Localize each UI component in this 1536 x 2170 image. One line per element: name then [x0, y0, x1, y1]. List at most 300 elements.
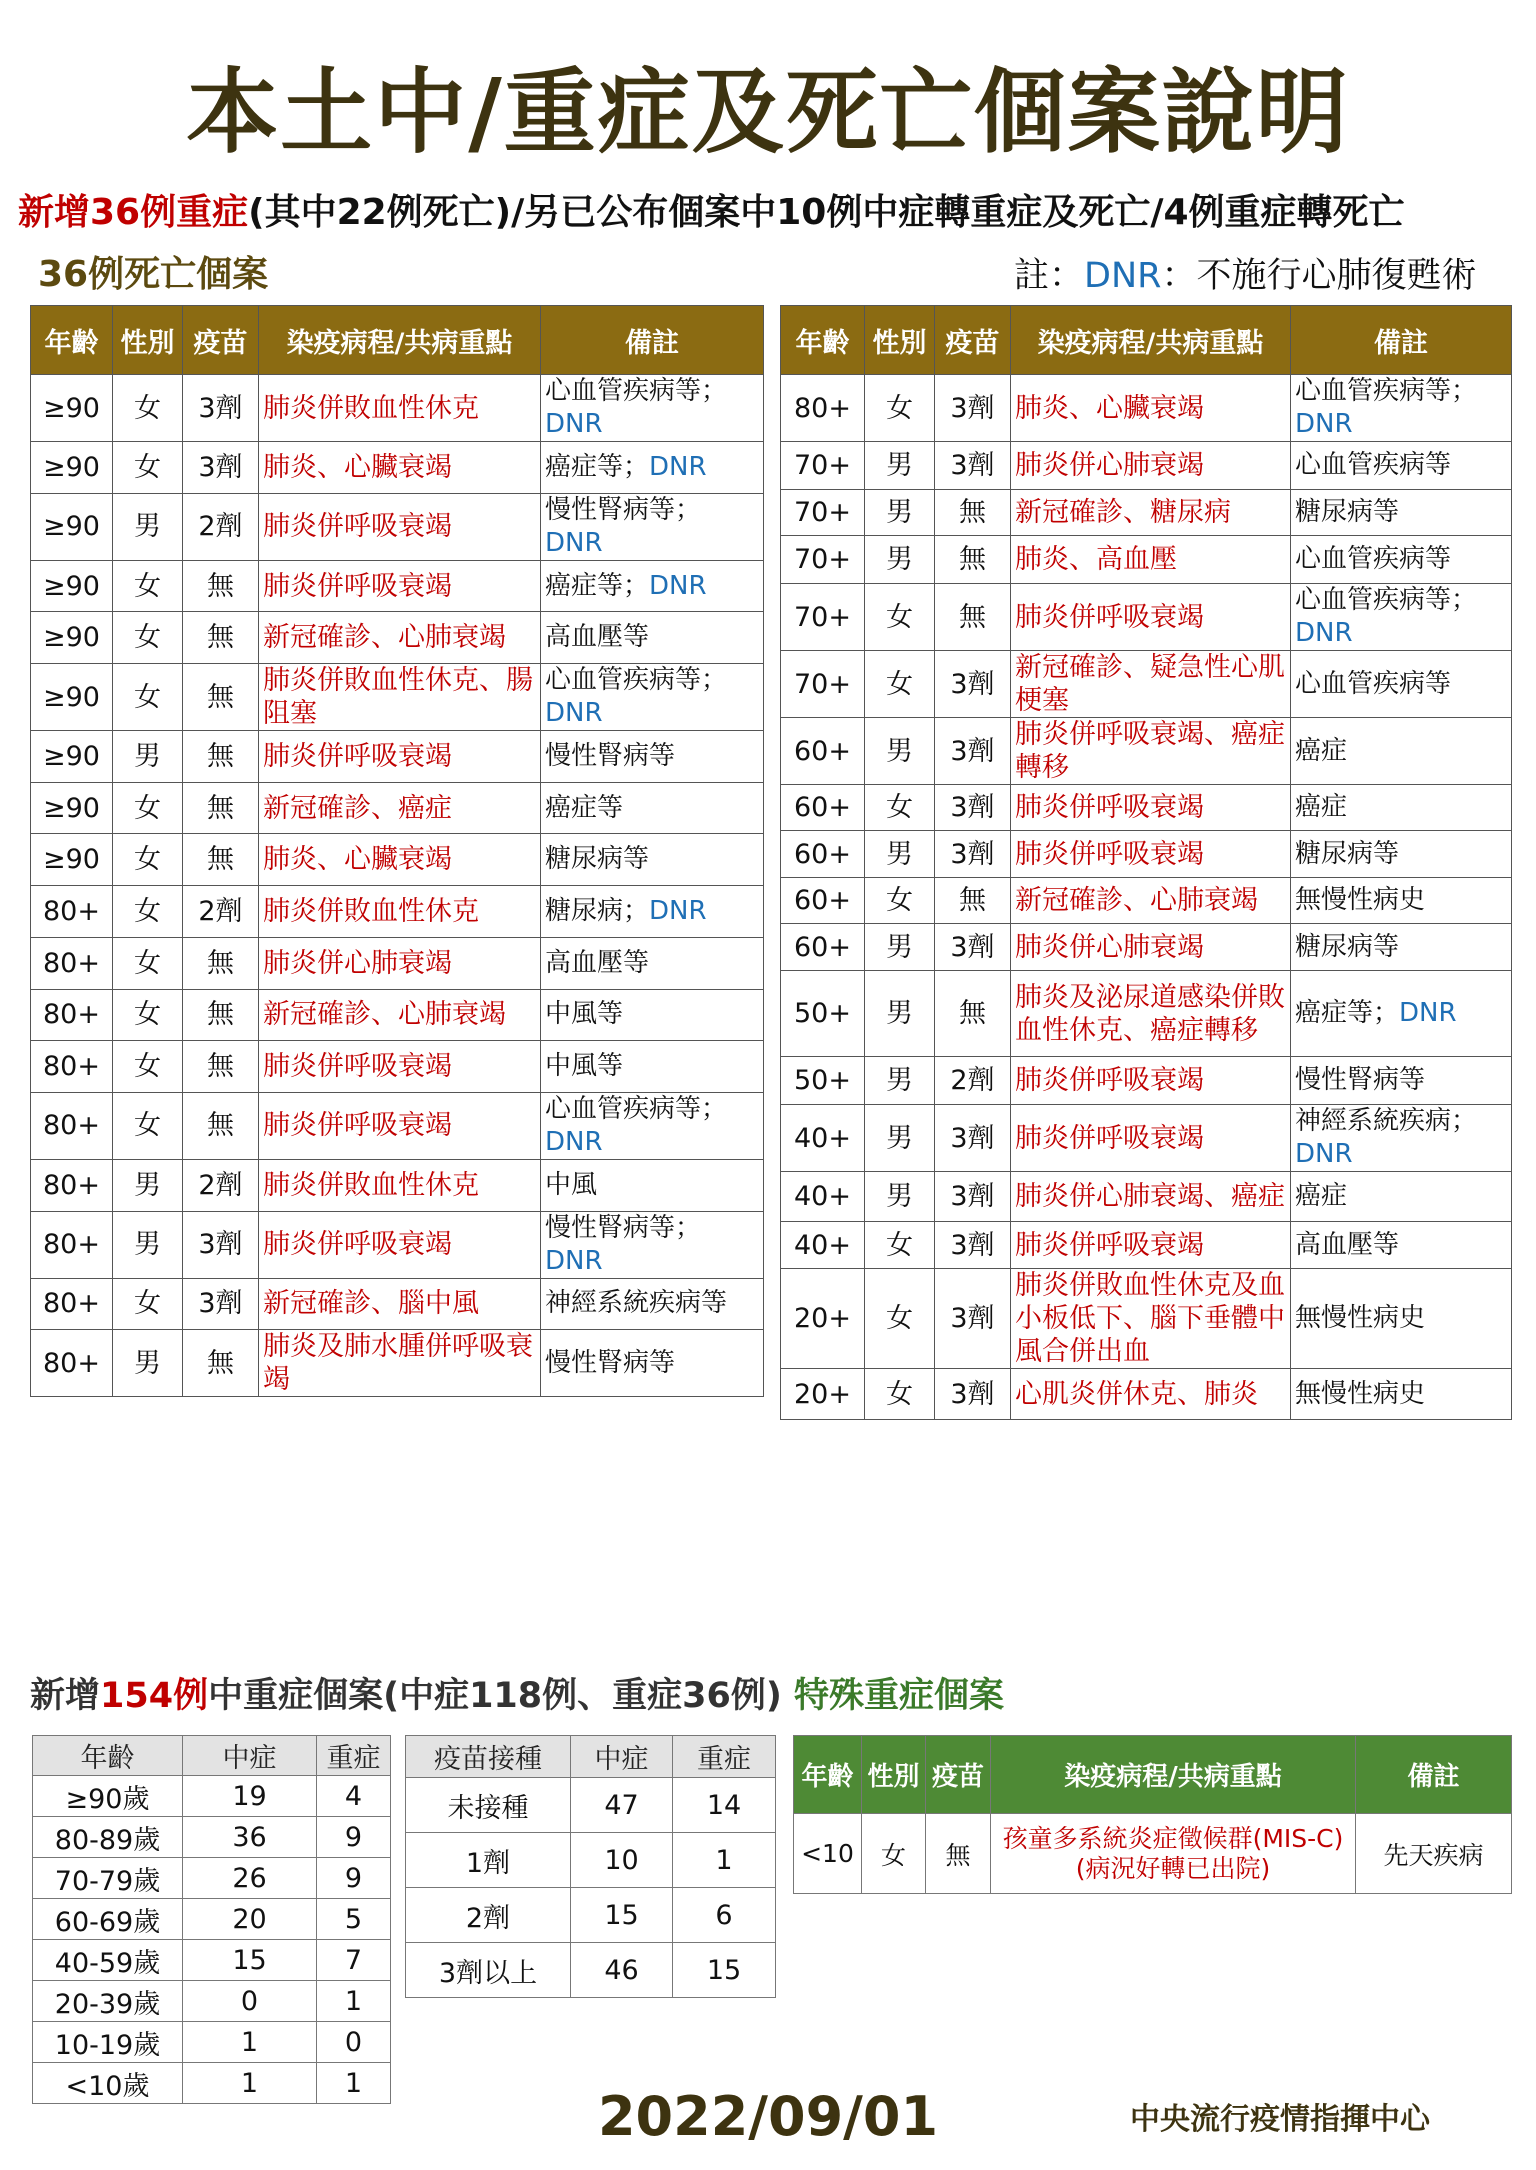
table-row — [33, 1940, 391, 1981]
case-vaccine: 3劑 — [935, 651, 1011, 718]
case-sex: 女 — [113, 375, 183, 442]
vaccine-table-cell: 15 — [571, 1888, 673, 1943]
table-row — [31, 937, 764, 989]
dnr-tag: DNR — [1295, 409, 1353, 439]
table-row — [31, 731, 764, 783]
table-row — [31, 442, 764, 494]
case-remark — [1291, 785, 1512, 831]
case-remark — [541, 782, 764, 834]
vaccine-table-cell: 1 — [673, 1833, 776, 1888]
case-remark-text: 癌症等； — [1295, 998, 1400, 1028]
case-sex: 女 — [113, 937, 183, 989]
case-remark-text: 癌症等； — [545, 451, 650, 482]
header-process: 染疫病程/共病重點 — [1011, 306, 1291, 375]
case-remark-text: 慢性腎病等 — [545, 1347, 676, 1378]
dnr-tag: DNR — [649, 895, 707, 926]
case-age: ≥90 — [31, 442, 113, 494]
case-sex: 女 — [113, 664, 183, 731]
case-age: 40+ — [781, 1222, 865, 1269]
age-table-cell: 36 — [183, 1817, 317, 1858]
case-remark-text: 心血管疾病等 — [1295, 450, 1452, 480]
case-remark — [541, 442, 764, 494]
death-cases-right-body — [781, 375, 1512, 1420]
case-remark — [1291, 375, 1512, 442]
case-remark — [541, 1211, 764, 1278]
vaccine-table-body — [406, 1778, 776, 1998]
case-remark — [541, 375, 764, 442]
age-table-cell: 20-39歲 — [33, 1981, 183, 2022]
case-sex: 女 — [865, 785, 935, 831]
case-remark-text: 慢性腎病等； — [545, 494, 702, 525]
age-table-cell: 7 — [317, 1940, 391, 1981]
case-age: 70+ — [781, 584, 865, 651]
case-sex: 女 — [113, 442, 183, 494]
case-remark — [1291, 971, 1512, 1057]
case-process: 肺炎及肺水腫併呼吸衰竭 — [259, 1330, 541, 1397]
case-age: 80+ — [31, 1278, 113, 1330]
case-vaccine: 2劑 — [935, 1057, 1011, 1105]
case-remark-text: 慢性腎病等； — [545, 1212, 702, 1243]
case-remark — [541, 1159, 764, 1211]
case-remark-text: 心血管疾病等； — [545, 665, 728, 696]
case-process: 肺炎、高血壓 — [1011, 536, 1291, 584]
case-process: 新冠確診、心肺衰竭 — [259, 989, 541, 1041]
case-vaccine: 3劑 — [183, 1278, 259, 1330]
age-table-cell: 1 — [183, 2022, 317, 2063]
table-row — [781, 878, 1512, 924]
case-remark — [1291, 651, 1512, 718]
case-remark-text: 心血管疾病等； — [545, 1093, 728, 1124]
vaccine-table-cell: 46 — [571, 1943, 673, 1998]
case-process: 肺炎併呼吸衰竭 — [259, 493, 541, 560]
case-vaccine: 3劑 — [183, 442, 259, 494]
case-sex: 男 — [865, 971, 935, 1057]
table-row — [31, 375, 764, 442]
table-row — [33, 1858, 391, 1899]
table-row — [31, 1041, 764, 1093]
case-remark-text: 中風 — [545, 1169, 598, 1200]
case-age: 80+ — [31, 1041, 113, 1093]
case-remark — [541, 1092, 764, 1159]
case-remark — [541, 560, 764, 612]
case-age: ≥90 — [31, 731, 113, 783]
case-process: 肺炎併呼吸衰竭 — [1011, 1105, 1291, 1172]
case-vaccine: 無 — [935, 971, 1011, 1057]
table-row — [31, 989, 764, 1041]
special-case-table — [793, 1735, 1512, 1894]
table-row — [781, 584, 1512, 651]
case-sex: 女 — [865, 651, 935, 718]
age-table-cell: 1 — [317, 1981, 391, 2022]
case-vaccine: 無 — [183, 664, 259, 731]
section2-prefix: 新增 — [30, 1676, 101, 1716]
case-vaccine: 無 — [183, 989, 259, 1041]
table-row — [794, 1814, 1512, 1894]
case-sex: 男 — [865, 718, 935, 785]
case-remark-text: 糖尿病等 — [1295, 931, 1400, 962]
case-remark-text: 慢性腎病等 — [1295, 1065, 1426, 1095]
case-remark — [1291, 1222, 1512, 1269]
table-row — [781, 718, 1512, 785]
case-age: 70+ — [781, 490, 865, 536]
table-row — [406, 1943, 776, 1998]
case-remark-text: 高血壓等 — [545, 947, 650, 978]
table-row — [781, 442, 1512, 490]
table-row — [33, 1981, 391, 2022]
case-remark-text: 心血管疾病等 — [1295, 544, 1452, 574]
report-date: 2022/09/01 — [597, 2085, 939, 2148]
case-vaccine: 2劑 — [183, 493, 259, 560]
case-age: 70+ — [781, 536, 865, 584]
case-age: ≥90 — [31, 493, 113, 560]
table-row — [31, 886, 764, 938]
case-remark — [541, 612, 764, 664]
case-vaccine: 3劑 — [935, 1172, 1011, 1222]
case-age: 20+ — [781, 1369, 865, 1420]
dnr-tag: DNR — [545, 527, 603, 558]
case-sex: 男 — [865, 442, 935, 490]
case-age: 60+ — [781, 878, 865, 924]
case-vaccine: 無 — [183, 937, 259, 989]
table-row — [33, 1817, 391, 1858]
section2-rest: 中重症個案(中症118例、重症36例) — [208, 1676, 782, 1716]
special-process — [991, 1814, 1356, 1894]
table-row — [31, 560, 764, 612]
case-age: 70+ — [781, 442, 865, 490]
vaccine-table-header: 中症 — [571, 1736, 673, 1778]
case-remark — [1291, 490, 1512, 536]
vaccine-table-header: 疫苗接種 — [406, 1736, 571, 1778]
header-age: 年齡 — [31, 306, 113, 375]
case-age: 80+ — [31, 1330, 113, 1397]
age-table-cell: 70-79歲 — [33, 1858, 183, 1899]
age-table-cell: 10-19歲 — [33, 2022, 183, 2063]
case-sex: 女 — [113, 782, 183, 834]
case-vaccine: 2劑 — [183, 886, 259, 938]
dnr-note — [1014, 252, 1476, 300]
case-remark — [1291, 1269, 1512, 1369]
case-sex: 女 — [865, 1369, 935, 1420]
new-cases-heading — [30, 1672, 1004, 1720]
dnr-tag: DNR — [545, 1126, 603, 1157]
special-vaccine: 無 — [926, 1814, 991, 1894]
case-process: 肺炎併心肺衰竭 — [1011, 924, 1291, 971]
death-cases-left-body — [31, 375, 764, 1397]
table-row — [781, 490, 1512, 536]
death-cases-table-left — [30, 305, 764, 1397]
case-remark-text: 中風等 — [545, 1051, 624, 1082]
case-process: 肺炎併呼吸衰竭 — [259, 1211, 541, 1278]
special-header-age: 年齡 — [794, 1736, 862, 1814]
case-age: 80+ — [31, 1092, 113, 1159]
table-row — [31, 493, 764, 560]
death-cases-heading: 36例死亡個案 — [38, 254, 269, 295]
case-age: 80+ — [31, 1159, 113, 1211]
age-table-cell: 9 — [317, 1817, 391, 1858]
case-age: 80+ — [781, 375, 865, 442]
case-process: 肺炎併呼吸衰竭 — [1011, 1057, 1291, 1105]
age-table-header: 重症 — [317, 1736, 391, 1776]
case-process: 肺炎併呼吸衰竭 — [259, 731, 541, 783]
special-header-remark: 備註 — [1356, 1736, 1512, 1814]
case-vaccine: 3劑 — [935, 1222, 1011, 1269]
note-term: DNR — [1084, 256, 1162, 296]
case-age: 80+ — [31, 937, 113, 989]
special-process-line1: 孩童多系統炎症徵候群(MIS-C) — [1002, 1823, 1344, 1853]
case-sex: 男 — [865, 490, 935, 536]
case-process: 肺炎併呼吸衰竭 — [1011, 831, 1291, 878]
case-remark-text: 癌症 — [1295, 735, 1348, 766]
table-row — [31, 612, 764, 664]
case-process: 新冠確診、癌症 — [259, 782, 541, 834]
special-age: <10 — [794, 1814, 862, 1894]
case-process: 新冠確診、心肺衰竭 — [259, 612, 541, 664]
header-process: 染疫病程/共病重點 — [259, 306, 541, 375]
vaccine-table-cell: 未接種 — [406, 1778, 571, 1833]
case-remark — [1291, 831, 1512, 878]
case-vaccine: 無 — [183, 731, 259, 783]
subtitle — [18, 188, 1405, 238]
note-desc: ：不施行心肺復甦術 — [1161, 256, 1477, 296]
case-process: 新冠確診、心肺衰竭 — [1011, 878, 1291, 924]
case-process: 新冠確診、糖尿病 — [1011, 490, 1291, 536]
case-process: 新冠確診、腦中風 — [259, 1278, 541, 1330]
case-process: 肺炎併敗血性休克、腸阻塞 — [259, 664, 541, 731]
table-row — [781, 785, 1512, 831]
case-age: 80+ — [31, 989, 113, 1041]
case-sex: 男 — [865, 1105, 935, 1172]
case-remark — [1291, 1369, 1512, 1420]
case-age: ≥90 — [31, 782, 113, 834]
dnr-tag: DNR — [1295, 1139, 1353, 1169]
case-process: 肺炎及泌尿道感染併敗血性休克、癌症轉移 — [1011, 971, 1291, 1057]
case-remark — [541, 1278, 764, 1330]
table-row — [31, 1211, 764, 1278]
case-vaccine: 無 — [183, 1041, 259, 1093]
case-sex: 女 — [113, 834, 183, 886]
case-sex: 女 — [113, 1041, 183, 1093]
case-remark-text: 心血管疾病等； — [1295, 585, 1478, 615]
header-vaccine: 疫苗 — [935, 306, 1011, 375]
table-header-row — [781, 306, 1512, 375]
case-remark-text: 癌症等 — [545, 792, 624, 823]
case-remark-text: 糖尿病等 — [545, 844, 650, 875]
case-remark — [1291, 584, 1512, 651]
case-sex: 男 — [113, 1159, 183, 1211]
header-remark: 備註 — [1291, 306, 1512, 375]
case-remark-text: 糖尿病等 — [1295, 497, 1400, 527]
case-sex: 女 — [113, 1278, 183, 1330]
case-remark — [1291, 924, 1512, 971]
case-process: 肺炎併呼吸衰竭 — [1011, 584, 1291, 651]
case-remark — [1291, 442, 1512, 490]
header-vaccine: 疫苗 — [183, 306, 259, 375]
vaccine-table-cell: 15 — [673, 1943, 776, 1998]
case-age: 40+ — [781, 1105, 865, 1172]
case-remark-text: 無慢性病史 — [1295, 1303, 1426, 1333]
case-process: 肺炎併呼吸衰竭 — [1011, 785, 1291, 831]
case-process: 肺炎併呼吸衰竭 — [259, 1041, 541, 1093]
age-table-cell: 0 — [317, 2022, 391, 2063]
age-table-cell: 60-69歲 — [33, 1899, 183, 1940]
case-vaccine: 無 — [935, 536, 1011, 584]
age-table-cell: 15 — [183, 1940, 317, 1981]
table-header-row — [406, 1736, 776, 1778]
table-row — [33, 2022, 391, 2063]
case-age: ≥90 — [31, 664, 113, 731]
case-vaccine: 無 — [183, 1092, 259, 1159]
vaccine-table-cell: 14 — [673, 1778, 776, 1833]
dnr-tag: DNR — [545, 409, 603, 439]
table-row — [31, 1330, 764, 1397]
header-sex: 性別 — [865, 306, 935, 375]
special-sex: 女 — [862, 1814, 926, 1894]
table-row — [31, 1278, 764, 1330]
age-table-cell: 19 — [183, 1776, 317, 1817]
case-age: 60+ — [781, 718, 865, 785]
case-remark — [541, 731, 764, 783]
case-age: ≥90 — [31, 560, 113, 612]
case-vaccine: 無 — [183, 560, 259, 612]
case-vaccine: 無 — [183, 782, 259, 834]
case-process: 肺炎併敗血性休克 — [259, 886, 541, 938]
case-vaccine: 2劑 — [183, 1159, 259, 1211]
case-process: 肺炎併敗血性休克 — [259, 1159, 541, 1211]
subtitle-severe-count: 新增36例重症 — [18, 192, 249, 233]
case-age: 80+ — [31, 1211, 113, 1278]
case-remark-text: 高血壓等 — [545, 622, 650, 653]
case-remark — [1291, 718, 1512, 785]
table-row — [781, 1105, 1512, 1172]
case-remark-text: 無慢性病史 — [1295, 1378, 1426, 1409]
age-table-cell: 40-59歲 — [33, 1940, 183, 1981]
case-process: 新冠確診、疑急性心肌梗塞 — [1011, 651, 1291, 718]
case-remark-text: 神經系統疾病； — [1295, 1106, 1478, 1136]
table-row — [33, 1776, 391, 1817]
age-table-cell: 20 — [183, 1899, 317, 1940]
case-vaccine: 3劑 — [935, 1369, 1011, 1420]
age-table-header: 年齡 — [33, 1736, 183, 1776]
table-row — [406, 1888, 776, 1943]
case-sex: 男 — [865, 1057, 935, 1105]
case-remark — [1291, 1057, 1512, 1105]
case-sex: 女 — [113, 560, 183, 612]
case-remark — [1291, 1105, 1512, 1172]
case-age: 60+ — [781, 785, 865, 831]
case-process: 肺炎併呼吸衰竭 — [259, 560, 541, 612]
table-row — [781, 536, 1512, 584]
case-remark-text: 糖尿病； — [545, 895, 650, 926]
table-row — [781, 924, 1512, 971]
age-table-cell: 9 — [317, 1858, 391, 1899]
subtitle-detail: (其中22例死亡)/另已公布個案中10例中症轉重症及死亡/4例重症轉死亡 — [248, 192, 1405, 233]
case-age: 40+ — [781, 1172, 865, 1222]
vaccine-table-cell: 47 — [571, 1778, 673, 1833]
case-sex: 男 — [113, 1330, 183, 1397]
vaccine-table-cell: 6 — [673, 1888, 776, 1943]
case-age: 80+ — [31, 886, 113, 938]
case-age: ≥90 — [31, 834, 113, 886]
case-remark-text: 心血管疾病等； — [1295, 376, 1478, 406]
age-table-header: 中症 — [183, 1736, 317, 1776]
case-sex: 男 — [865, 1172, 935, 1222]
case-sex: 女 — [865, 584, 935, 651]
dnr-tag: DNR — [649, 451, 707, 482]
vaccine-table-cell: 1劑 — [406, 1833, 571, 1888]
vaccine-status-table — [405, 1735, 776, 1998]
case-sex: 女 — [865, 375, 935, 442]
special-header-vaccine: 疫苗 — [926, 1736, 991, 1814]
case-vaccine: 3劑 — [935, 442, 1011, 490]
case-remark-text: 無慢性病史 — [1295, 885, 1426, 915]
case-sex: 女 — [865, 1269, 935, 1369]
case-vaccine: 無 — [935, 878, 1011, 924]
case-remark-text: 癌症 — [1295, 792, 1348, 822]
table-row — [781, 1269, 1512, 1369]
special-remark: 先天疾病 — [1356, 1814, 1512, 1894]
case-vaccine: 3劑 — [935, 375, 1011, 442]
case-remark-text: 高血壓等 — [1295, 1229, 1400, 1260]
case-sex: 女 — [865, 1222, 935, 1269]
age-table-cell: 0 — [183, 1981, 317, 2022]
case-process: 肺炎併呼吸衰竭 — [1011, 1222, 1291, 1269]
case-process: 肺炎、心臟衰竭 — [259, 442, 541, 494]
case-process: 心肌炎併休克、肺炎 — [1011, 1369, 1291, 1420]
table-row — [33, 1899, 391, 1940]
age-distribution-table — [32, 1735, 391, 2104]
case-sex: 男 — [113, 1211, 183, 1278]
case-vaccine: 3劑 — [935, 1269, 1011, 1369]
case-remark-text: 糖尿病等 — [1295, 838, 1400, 869]
table-row — [31, 834, 764, 886]
age-table-cell: 1 — [183, 2063, 317, 2104]
special-header-sex: 性別 — [862, 1736, 926, 1814]
special-cases-heading: 特殊重症個案 — [794, 1676, 1005, 1716]
case-remark-text: 癌症等； — [545, 570, 650, 601]
age-table-cell: 4 — [317, 1776, 391, 1817]
case-process: 肺炎併敗血性休克 — [259, 375, 541, 442]
case-vaccine: 3劑 — [935, 1105, 1011, 1172]
table-header-row — [33, 1736, 391, 1776]
case-process: 肺炎併呼吸衰竭、癌症轉移 — [1011, 718, 1291, 785]
case-remark-text: 心血管疾病等； — [545, 376, 728, 406]
table-row — [781, 375, 1512, 442]
dnr-tag: DNR — [649, 570, 707, 601]
case-vaccine: 無 — [935, 584, 1011, 651]
table-row — [781, 1369, 1512, 1420]
header-remark: 備註 — [541, 306, 764, 375]
dnr-tag: DNR — [545, 698, 603, 729]
age-table-body — [33, 1776, 391, 2104]
table-header-row — [31, 306, 764, 375]
age-table-cell: 26 — [183, 1858, 317, 1899]
case-remark — [541, 664, 764, 731]
table-row — [781, 1172, 1512, 1222]
table-header-row — [794, 1736, 1512, 1814]
case-remark — [541, 886, 764, 938]
case-sex: 女 — [113, 886, 183, 938]
note-prefix: 註： — [1014, 256, 1085, 296]
case-age: ≥90 — [31, 375, 113, 442]
case-remark-text: 中風等 — [545, 999, 624, 1030]
vaccine-table-cell: 3劑以上 — [406, 1943, 571, 1998]
table-row — [406, 1833, 776, 1888]
case-age: 50+ — [781, 1057, 865, 1105]
age-table-cell: 1 — [317, 2063, 391, 2104]
case-vaccine: 無 — [935, 490, 1011, 536]
dnr-tag: DNR — [1399, 998, 1457, 1028]
table-row — [781, 971, 1512, 1057]
